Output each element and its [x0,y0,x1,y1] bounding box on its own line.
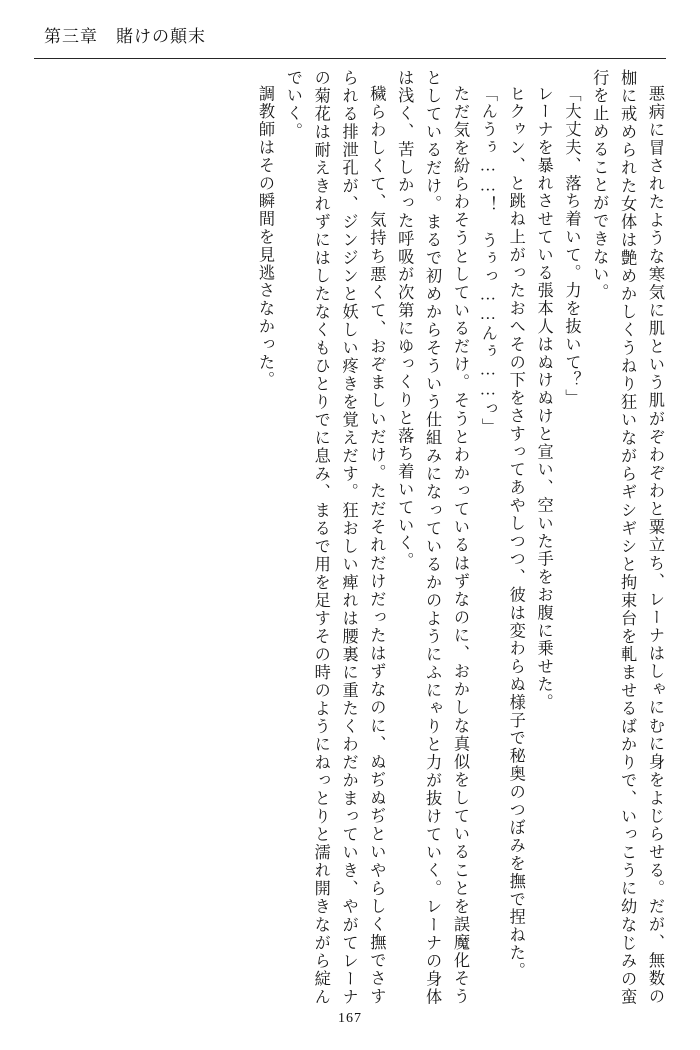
chapter-title: 第三章 賭けの顛末 [44,27,206,46]
header-divider [34,58,666,59]
paragraph: 「大丈夫、落ち着いて。力を抜いて？」 [562,85,581,408]
paragraph: レーナを暴れさせている張本人はぬけぬけと宣い、空いた手をお腹に乗せた。 [534,85,553,712]
vertical-text-block [32,69,668,1006]
paragraph: 悪病に冒されたような寒気に肌という肌がぞわぞわと粟立ち、レーナはしゃにむに身をよじらせる。だが、無数の枷に戒められた女体は艶めかしくうねり狂いながらギシギシと拘束台を軋ませるばかりで、いっこうに幼なじみの蛮行を止めることができない。 [590,69,664,1006]
page-number: 167 [338,1011,362,1026]
paragraph: ただ気を紛らわそうとしているだけ。そうとわかっているはずなのに、おかしな真似をしていることを誤魔化そうとしているだけ。まるで初めからそういう仕組みになっているかのようにふにゃりと力が抜けていく。レーナの身体は浅く、苦しかった呼吸が次第にゆっくりと落ち着いていく。 [395,69,469,1006]
page-header [28,22,672,56]
paragraph: 穢らわしくて、気持ち悪くて、おぞましいだけ。ただそれだけだったはずなのに、ぬぢぬぢといやらしく撫でさすられる排泄孔が、ジンジンと妖しい疼きを覚えだす。狂おしい痺れは腰裏に重たくわだかまっていき、やがてレーナの菊花は耐えきれずにはしたなくもひとりでに息み、まるで用を足すその時のようにねっとりと濡れ開きながら綻んでいく。 [283,69,386,1006]
paragraph: 調教師はその瞬間を見逃さなかった。 [255,85,274,390]
page-footer [28,1006,672,1032]
paragraph: ヒクゥン、と跳ね上がったおへその下をさすってあやしつつ、彼は変わらぬ様子で秘奥のつぼみを撫で捏ねた。 [506,85,525,981]
body-area [28,69,672,1006]
paragraph: 「んうぅ……！ うぅっ……んぅ……っ」 [478,85,497,437]
